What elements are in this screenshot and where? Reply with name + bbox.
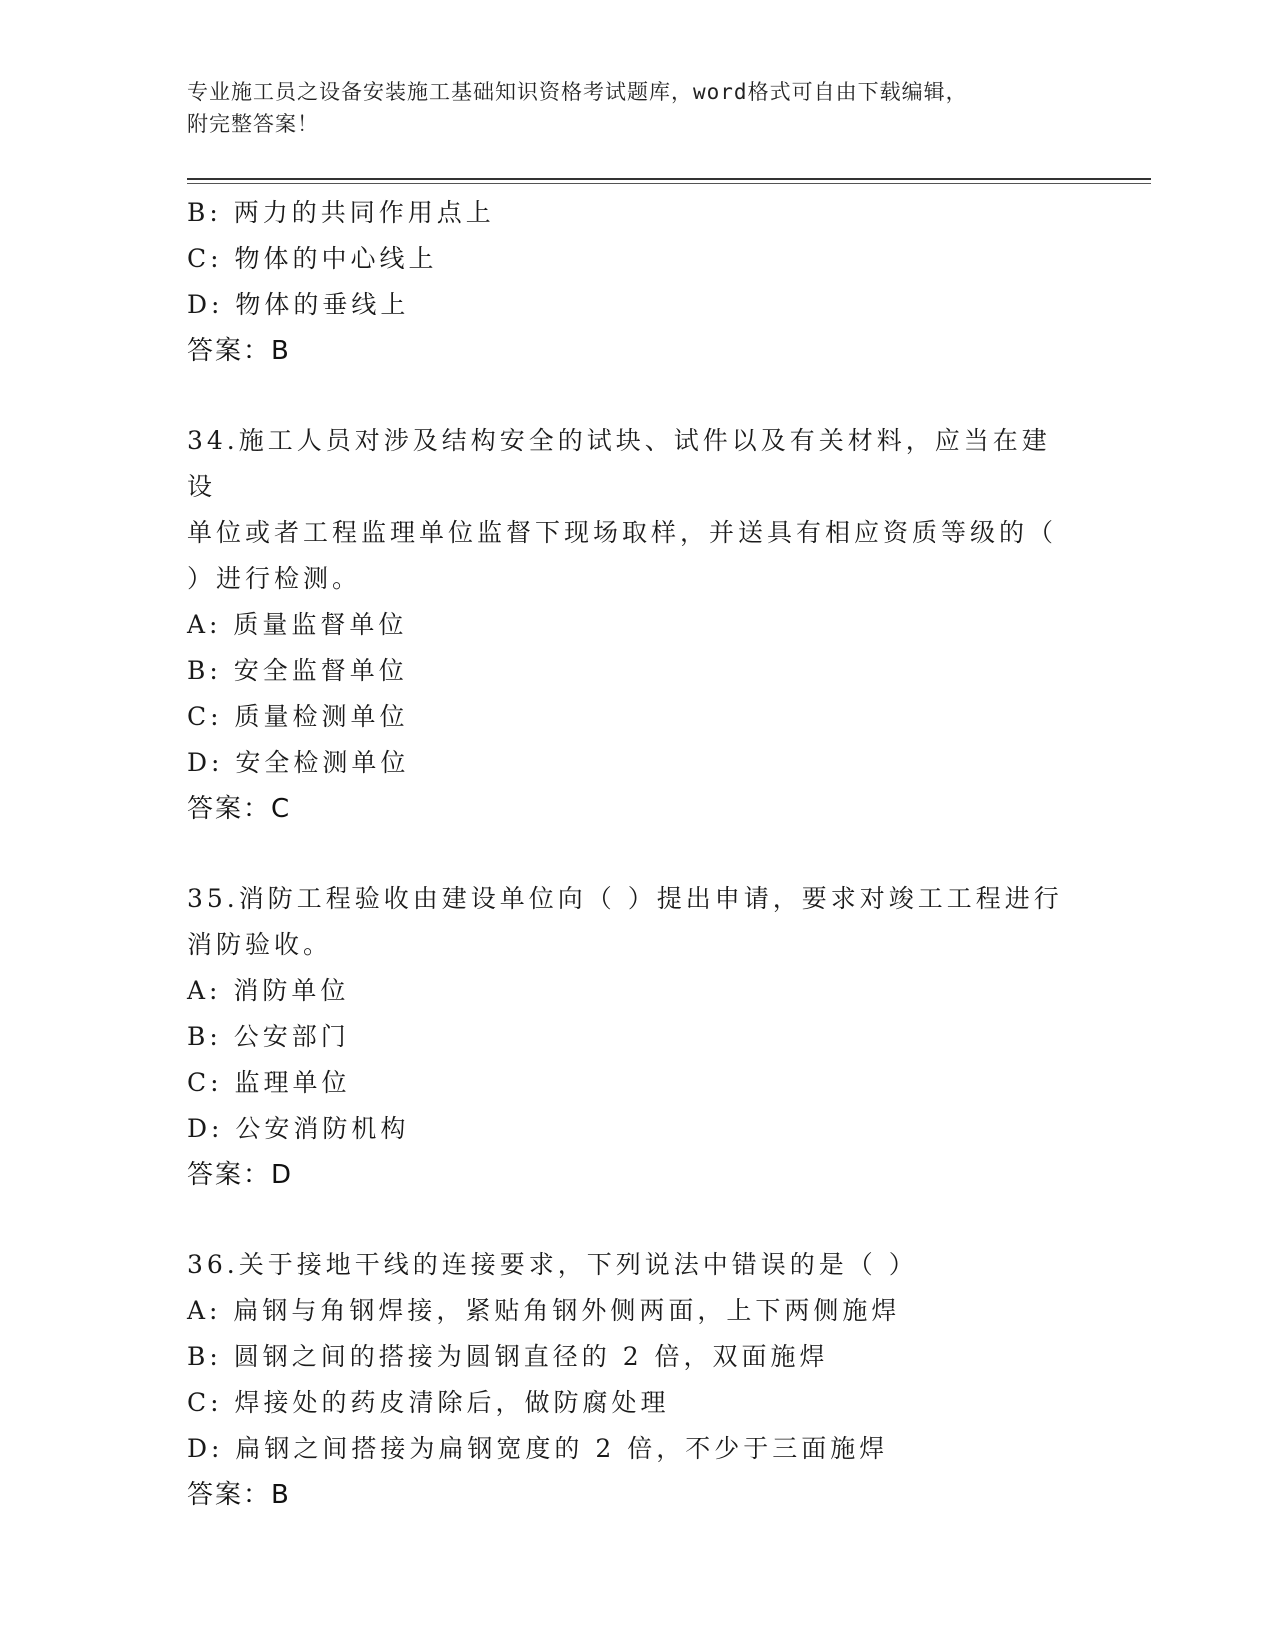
option-a: A: 消防单位 (187, 976, 350, 1005)
option-c: C: 监理单位 (187, 1068, 351, 1097)
option-b: B: 安全监督单位 (187, 656, 408, 685)
option-b: B: 圆钢之间的搭接为圆钢直径的 2 倍，双面施焊 (187, 1342, 829, 1371)
answer-line: 答案：B (187, 1480, 291, 1510)
document-header (187, 76, 1087, 140)
answer-line: 答案：B (187, 336, 291, 366)
header-divider-thin (187, 183, 1151, 184)
question-text-line: 35.消防工程验收由建设单位向（ ）提出申请，要求对竣工工程进行 (187, 884, 1063, 913)
question-text-line: 36.关于接地干线的连接要求，下列说法中错误的是（ ） (187, 1250, 918, 1279)
question-36 (187, 1242, 1087, 1518)
answer-line: 答案：D (187, 1160, 294, 1190)
option-c: C: 质量检测单位 (187, 702, 409, 731)
option-a: A: 质量监督单位 (187, 610, 408, 639)
question-text-line: ）进行检测。 (187, 564, 362, 593)
option-d: D: 安全检测单位 (187, 748, 410, 777)
option-c: C: 物体的中心线上 (187, 244, 438, 273)
question-35 (187, 876, 1087, 1198)
option-b: B: 两力的共同作用点上 (187, 198, 495, 227)
header-divider-thick (187, 178, 1151, 180)
question-33-continued (187, 190, 1087, 374)
header-line-1: 专业施工员之设备安装施工基础知识资格考试题库，word格式可自由下载编辑， (187, 80, 968, 104)
option-c: C: 焊接处的药皮清除后，做防腐处理 (187, 1388, 670, 1417)
header-line-2: 附完整答案！ (187, 112, 319, 136)
question-text-line: 单位或者工程监理单位监督下现场取样，并送具有相应资质等级的（ (187, 518, 1058, 547)
answer-line: 答案：C (187, 794, 292, 824)
option-a: A: 扁钢与角钢焊接，紧贴角钢外侧两面，上下两侧施焊 (187, 1296, 901, 1325)
question-content (187, 190, 1087, 1518)
option-d: D: 扁钢之间搭接为扁钢宽度的 2 倍，不少于三面施焊 (187, 1434, 889, 1463)
option-d: D: 公安消防机构 (187, 1114, 410, 1143)
option-d: D: 物体的垂线上 (187, 290, 410, 319)
question-34 (187, 418, 1087, 832)
question-text-line: 34.施工人员对涉及结构安全的试块、试件以及有关材料，应当在建设 (187, 426, 1051, 501)
question-text-line: 消防验收。 (187, 930, 333, 959)
option-b: B: 公安部门 (187, 1022, 350, 1051)
